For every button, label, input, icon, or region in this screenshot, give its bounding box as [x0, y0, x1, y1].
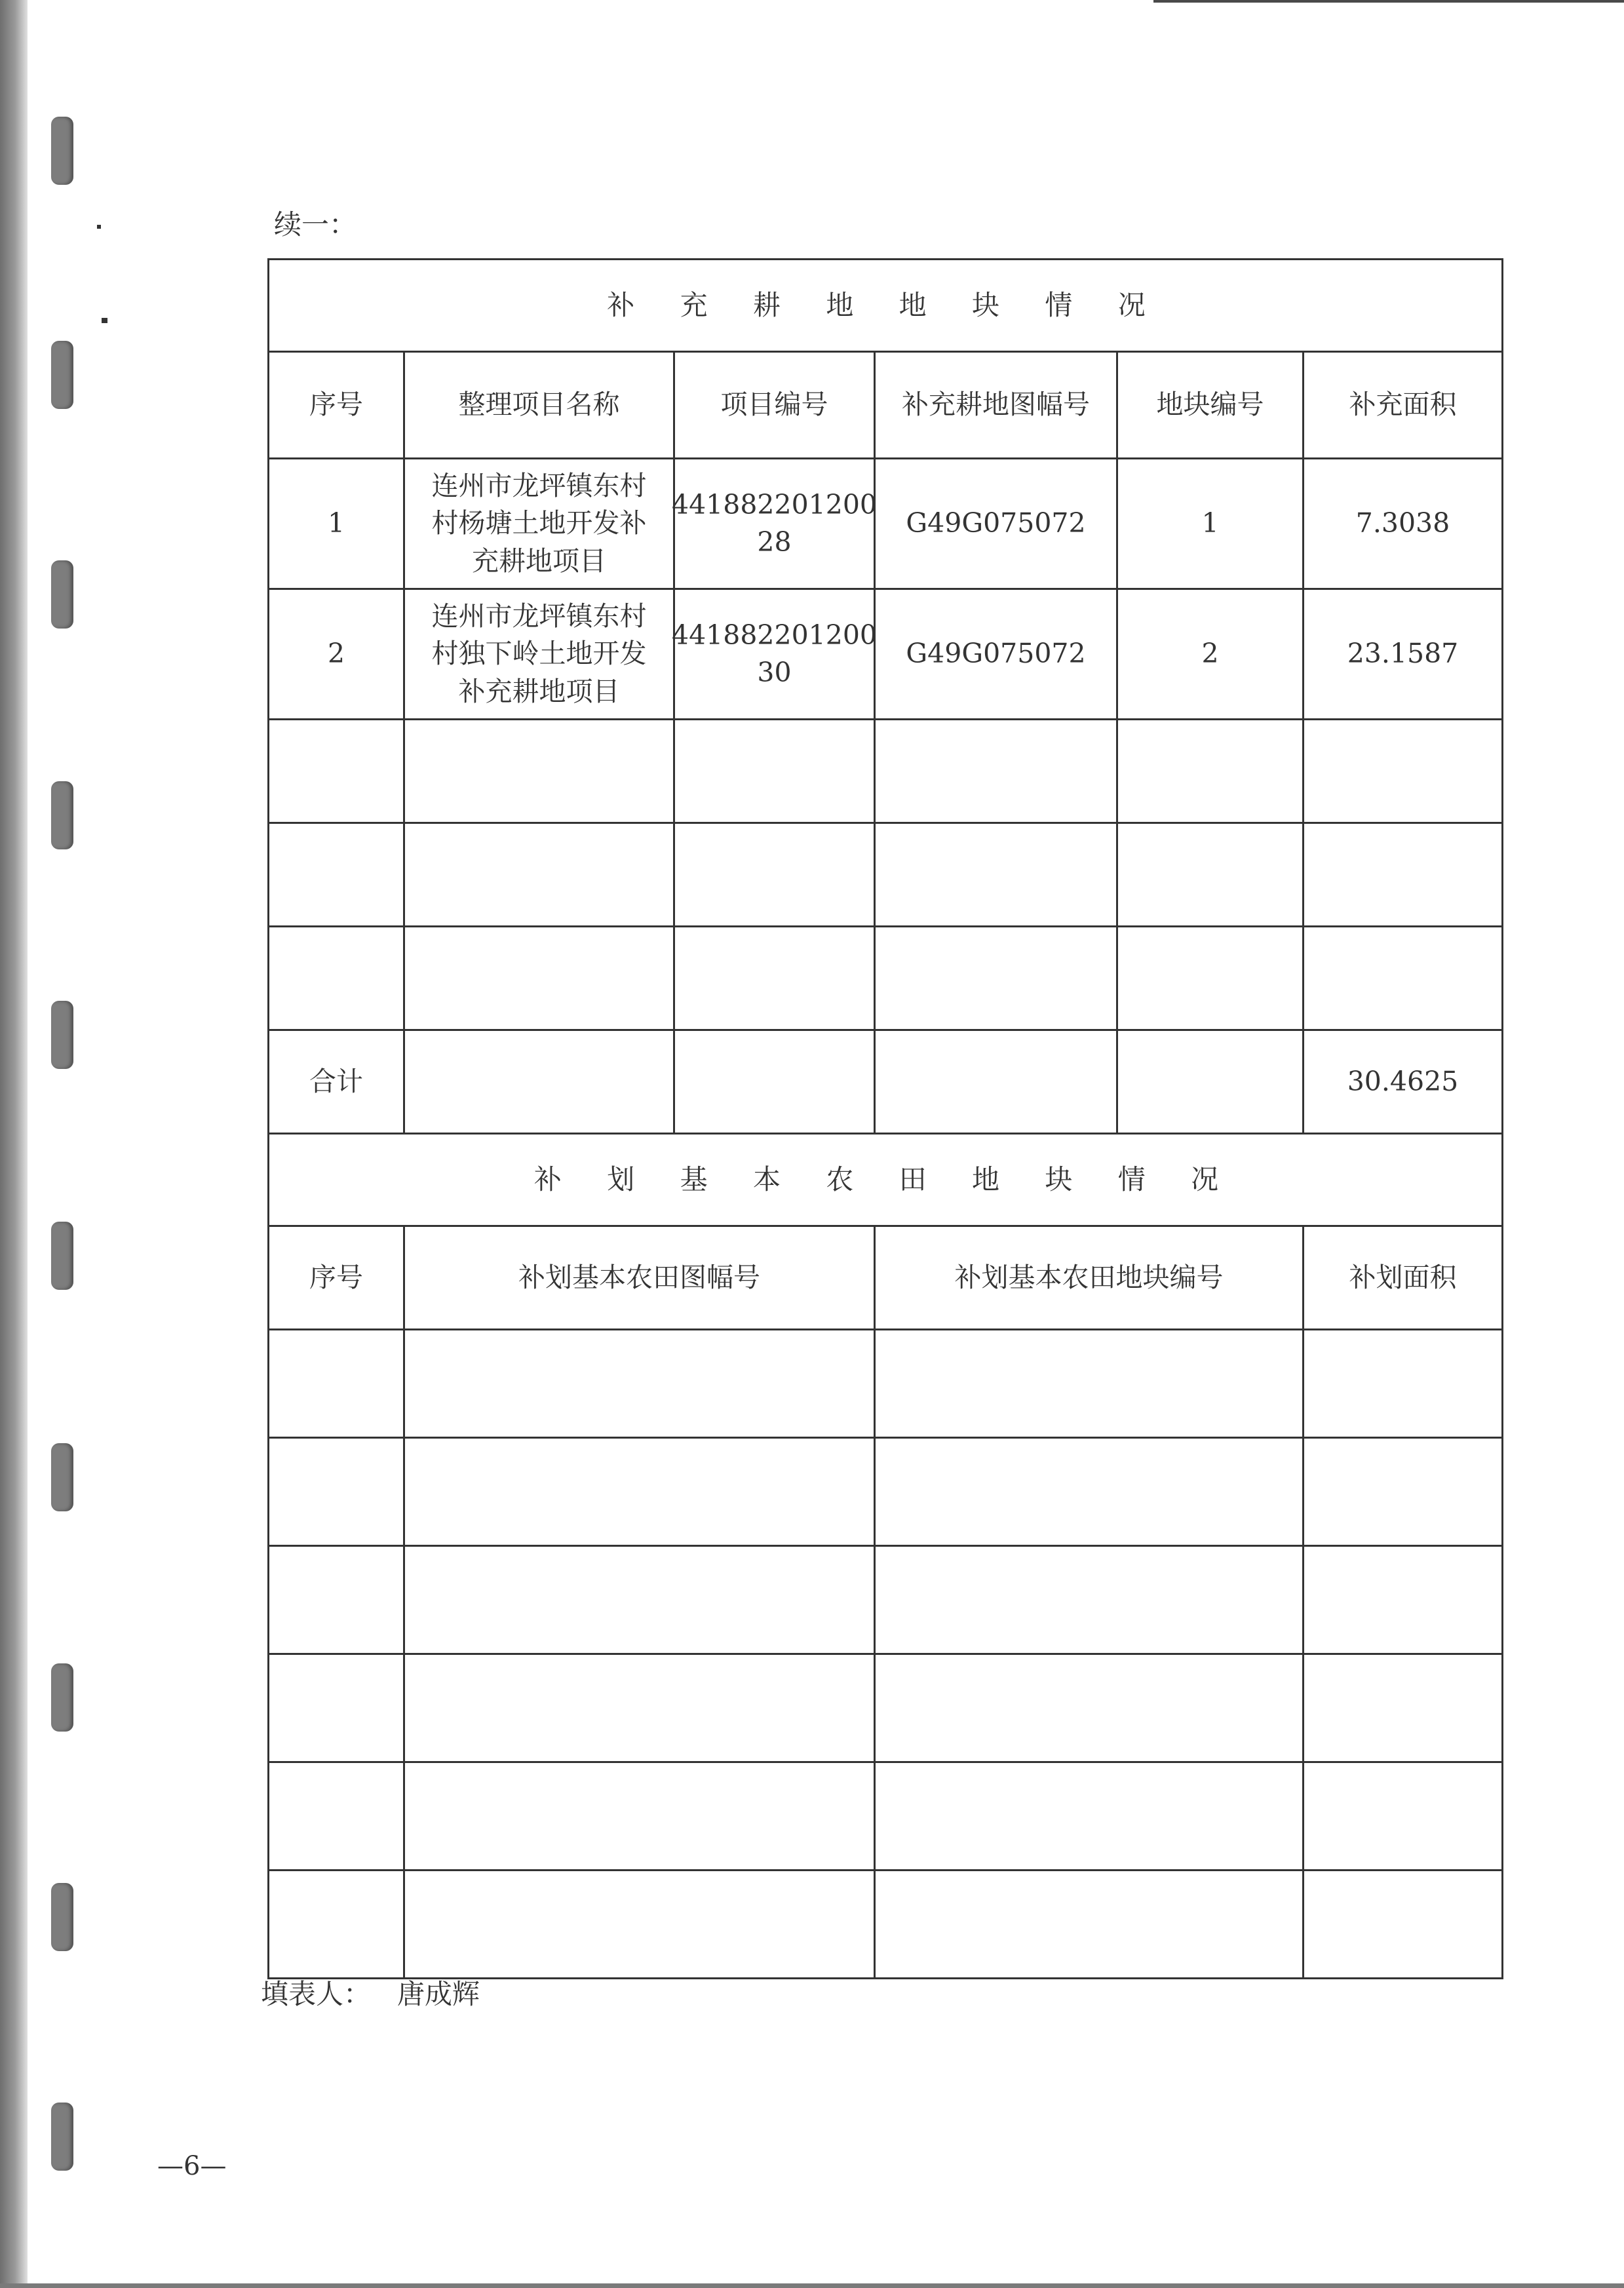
- table-cell: [1118, 824, 1304, 925]
- table-row: [267, 822, 1503, 925]
- table-cell: [1304, 927, 1503, 1029]
- scan-speck: [102, 318, 107, 323]
- table-cell: 7.3038: [1304, 459, 1503, 588]
- section-title-row: [267, 1133, 1503, 1225]
- table-cell: [267, 1330, 405, 1437]
- table-cell: [267, 1547, 405, 1653]
- scan-left-edge: [0, 0, 28, 2288]
- header-row: [267, 1225, 1503, 1328]
- table-cell: [1118, 927, 1304, 1029]
- header-cell: 补划基本农田图幅号: [405, 1227, 876, 1328]
- header-cell: 补充耕地图幅号: [876, 353, 1118, 457]
- table-cell: [405, 1547, 876, 1653]
- table-cell: [267, 1763, 405, 1869]
- table-cell: [267, 1871, 405, 1977]
- table-cell: [876, 1547, 1304, 1653]
- binding-hole: [51, 117, 73, 185]
- table-cell: [267, 824, 405, 925]
- table-cell: 2: [1118, 590, 1304, 718]
- table-cell: [405, 1031, 675, 1133]
- table-cell: 1: [1118, 459, 1304, 588]
- table-row: [267, 1545, 1503, 1653]
- table-row: [267, 1437, 1503, 1545]
- table-cell: [1304, 720, 1503, 822]
- total-label: 合计: [267, 1031, 405, 1133]
- filler-name: 唐成辉: [397, 1978, 480, 2010]
- table-row: [267, 1328, 1503, 1437]
- table-cell: 441882201200 28: [675, 459, 876, 588]
- table-cell: [675, 1031, 876, 1133]
- table-row: [267, 588, 1503, 718]
- table-cell: [1304, 1439, 1503, 1545]
- table-cell: 441882201200 30: [675, 590, 876, 718]
- section2-title: 补 划 基 本 农 田 地 块 情 况: [267, 1134, 1503, 1225]
- table-cell: [675, 824, 876, 925]
- total-area: 30.4625: [1304, 1031, 1503, 1133]
- table-row: [267, 1869, 1503, 1979]
- table-cell: [876, 1439, 1304, 1545]
- header-cell: 序号: [267, 353, 405, 457]
- scan-speck: [97, 225, 101, 229]
- table-cell: [675, 927, 876, 1029]
- table-row: [267, 1653, 1503, 1761]
- table-cell: [1118, 1031, 1304, 1133]
- binding-hole: [51, 560, 73, 629]
- table-cell: [405, 1763, 876, 1869]
- farmland-table: [267, 258, 1503, 1979]
- binding-hole: [51, 1001, 73, 1069]
- table-cell: [876, 1330, 1304, 1437]
- binding-hole: [51, 781, 73, 849]
- table-cell: 2: [267, 590, 405, 718]
- table-row: [267, 1761, 1503, 1869]
- filler-label: 填表人：: [261, 1978, 372, 2010]
- continuation-label: 续一：: [274, 208, 357, 241]
- table-row: [267, 718, 1503, 822]
- table-cell: [1304, 1330, 1503, 1437]
- table-cell: [1304, 1871, 1503, 1977]
- table-row: [267, 457, 1503, 588]
- header-cell: 序号: [267, 1227, 405, 1328]
- section-title-row: [267, 258, 1503, 351]
- page-number: —6—: [157, 2151, 227, 2181]
- header-cell: 地块编号: [1118, 353, 1304, 457]
- table-cell: 连州市龙坪镇东村 村杨塘土地开发补 充耕地项目: [405, 459, 675, 588]
- binding-hole: [51, 1222, 73, 1290]
- binding-hole: [51, 2103, 73, 2171]
- table-cell: 23.1587: [1304, 590, 1503, 718]
- table-cell: [876, 1031, 1118, 1133]
- table-cell: [405, 927, 675, 1029]
- table-cell: [405, 720, 675, 822]
- scan-bottom-edge: [0, 2283, 1624, 2288]
- basic-farmland-rows: [267, 1328, 1503, 1979]
- header-cell: 补划面积: [1304, 1227, 1503, 1328]
- header-cell: 整理项目名称: [405, 353, 675, 457]
- header-row: [267, 351, 1503, 457]
- table-cell: [267, 1655, 405, 1761]
- table-cell: [405, 1655, 876, 1761]
- table-cell: [876, 824, 1118, 925]
- table-cell: [675, 720, 876, 822]
- table-cell: [876, 1763, 1304, 1869]
- table-cell: [405, 824, 675, 925]
- table-cell: [1304, 1655, 1503, 1761]
- table-cell: [876, 720, 1118, 822]
- table-cell: [1304, 1763, 1503, 1869]
- table-cell: 1: [267, 459, 405, 588]
- binding-hole: [51, 1443, 73, 1511]
- filler-line: [261, 1973, 506, 2012]
- table-cell: [1304, 1547, 1503, 1653]
- binding-hole: [51, 1663, 73, 1732]
- table-cell: 连州市龙坪镇东村 村独下岭土地开发 补充耕地项目: [405, 590, 675, 718]
- table-cell: [267, 927, 405, 1029]
- scan-top-edge: [1153, 0, 1624, 3]
- table-cell: [405, 1330, 876, 1437]
- table-cell: [1118, 720, 1304, 822]
- binding-hole: [51, 341, 73, 409]
- header-cell: 补充面积: [1304, 353, 1503, 457]
- total-row: [267, 1029, 1503, 1133]
- section1-title: 补 充 耕 地 地 块 情 况: [267, 260, 1503, 351]
- table-cell: G49G075072: [876, 459, 1118, 588]
- table-cell: [267, 1439, 405, 1545]
- table-cell: G49G075072: [876, 590, 1118, 718]
- table-cell: [1304, 824, 1503, 925]
- binding-hole: [51, 1883, 73, 1951]
- table-cell: [405, 1439, 876, 1545]
- table-cell: [267, 720, 405, 822]
- table-cell: [876, 927, 1118, 1029]
- table-cell: [876, 1871, 1304, 1977]
- table-cell: [405, 1871, 876, 1977]
- table-row: [267, 925, 1503, 1029]
- header-cell: 项目编号: [675, 353, 876, 457]
- header-cell: 补划基本农田地块编号: [876, 1227, 1304, 1328]
- table-cell: [876, 1655, 1304, 1761]
